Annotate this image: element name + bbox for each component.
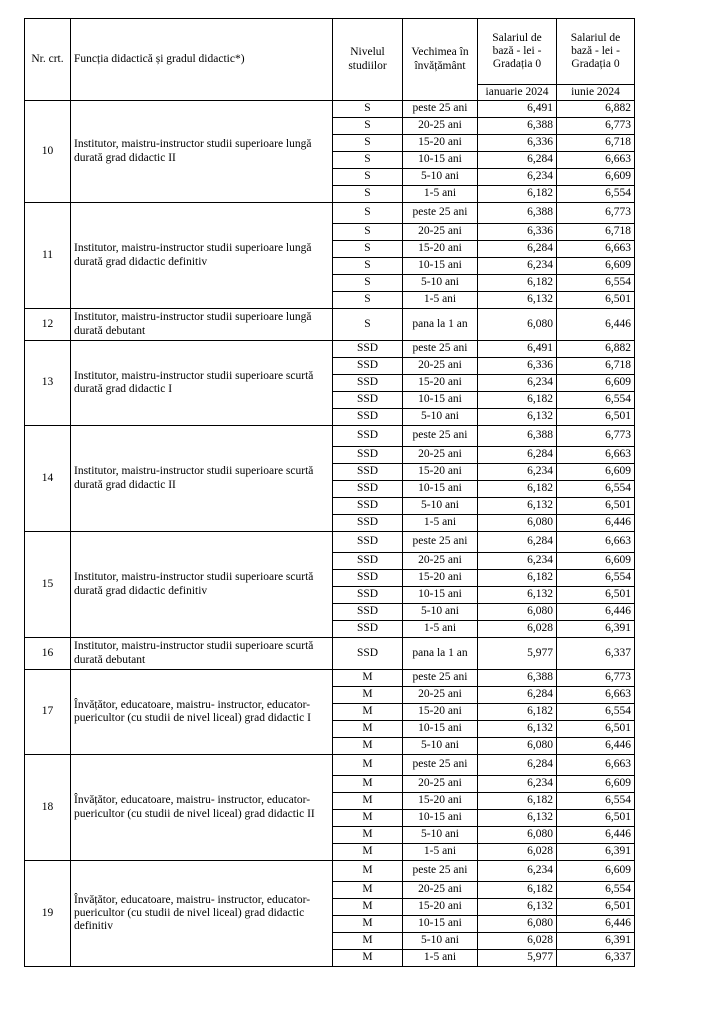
cell-nivel-studii: M [333, 827, 403, 844]
cell-nivel-studii: M [333, 721, 403, 738]
cell-vechime: 15-20 ani [403, 899, 478, 916]
cell-nivel-studii: SSD [333, 570, 403, 587]
row-functia: Institutor, maistru-instructor studii superioare lungă durată grad didactic II [71, 101, 333, 203]
cell-vechime: 1-5 ani [403, 844, 478, 861]
cell-salariu-iunie: 6,773 [557, 426, 635, 447]
cell-nivel-studii: SSD [333, 587, 403, 604]
cell-salariu-iunie: 6,773 [557, 670, 635, 687]
cell-vechime: 5-10 ani [403, 169, 478, 186]
cell-salariu-iunie: 6,663 [557, 152, 635, 169]
cell-vechime: peste 25 ani [403, 203, 478, 224]
cell-nivel-studii: SSD [333, 498, 403, 515]
cell-salariu-ianuarie: 6,132 [478, 721, 557, 738]
cell-salariu-iunie: 6,391 [557, 621, 635, 638]
header-vechimea: Vechimea în învățământ [403, 19, 478, 101]
cell-nivel-studii: S [333, 275, 403, 292]
row-functia: Institutor, maistru-instructor studii superioare scurtă durată debutant [71, 638, 333, 670]
row-functia: Institutor, maistru-instructor studii superioare lungă durată debutant [71, 309, 333, 341]
cell-salariu-ianuarie: 6,080 [478, 827, 557, 844]
cell-nivel-studii: M [333, 810, 403, 827]
row-functia: Învățător, educatoare, maistru- instructor, educator-puericultor (cu studii de nivel liceal) grad didactic I [71, 670, 333, 755]
cell-salariu-ianuarie: 6,284 [478, 447, 557, 464]
cell-nivel-studii: M [333, 899, 403, 916]
table-row [25, 341, 635, 358]
cell-salariu-iunie: 6,446 [557, 604, 635, 621]
cell-nivel-studii: M [333, 861, 403, 882]
cell-nivel-studii: S [333, 186, 403, 203]
cell-salariu-ianuarie: 6,182 [478, 704, 557, 721]
cell-nivel-studii: SSD [333, 426, 403, 447]
cell-salariu-ianuarie: 6,336 [478, 358, 557, 375]
cell-salariu-iunie: 6,663 [557, 241, 635, 258]
cell-vechime: 15-20 ani [403, 704, 478, 721]
cell-vechime: 10-15 ani [403, 916, 478, 933]
cell-salariu-ianuarie: 5,977 [478, 638, 557, 670]
cell-salariu-ianuarie: 6,132 [478, 292, 557, 309]
cell-salariu-ianuarie: 6,234 [478, 464, 557, 481]
cell-salariu-iunie: 6,554 [557, 481, 635, 498]
cell-salariu-iunie: 6,391 [557, 933, 635, 950]
cell-vechime: 20-25 ani [403, 553, 478, 570]
cell-vechime: 10-15 ani [403, 152, 478, 169]
cell-nivel-studii: S [333, 101, 403, 118]
cell-vechime: peste 25 ani [403, 861, 478, 882]
cell-salariu-iunie: 6,609 [557, 258, 635, 275]
cell-nivel-studii: M [333, 704, 403, 721]
cell-salariu-iunie: 6,501 [557, 810, 635, 827]
cell-salariu-ianuarie: 6,388 [478, 670, 557, 687]
cell-vechime: 10-15 ani [403, 721, 478, 738]
cell-salariu-iunie: 6,663 [557, 687, 635, 704]
row-functia: Institutor, maistru-instructor studii superioare lungă durată grad didactic definitiv [71, 203, 333, 309]
cell-vechime: 1-5 ani [403, 950, 478, 967]
cell-salariu-ianuarie: 5,977 [478, 950, 557, 967]
cell-salariu-ianuarie: 6,336 [478, 135, 557, 152]
cell-vechime: peste 25 ani [403, 670, 478, 687]
cell-vechime: 5-10 ani [403, 738, 478, 755]
cell-salariu-ianuarie: 6,028 [478, 933, 557, 950]
row-functia: Învățător, educatoare, maistru- instructor, educator-puericultor (cu studii de nivel liceal) grad didactic definitiv [71, 861, 333, 967]
cell-salariu-ianuarie: 6,182 [478, 481, 557, 498]
table-row [25, 309, 635, 341]
cell-vechime: peste 25 ani [403, 426, 478, 447]
cell-salariu-ianuarie: 6,080 [478, 309, 557, 341]
cell-salariu-ianuarie: 6,182 [478, 882, 557, 899]
table-row [25, 532, 635, 553]
row-nr-crt: 13 [25, 341, 71, 426]
cell-nivel-studii: SSD [333, 341, 403, 358]
cell-nivel-studii: S [333, 241, 403, 258]
cell-salariu-ianuarie: 6,284 [478, 532, 557, 553]
table-row [25, 638, 635, 670]
cell-vechime: 5-10 ani [403, 604, 478, 621]
cell-salariu-iunie: 6,446 [557, 309, 635, 341]
cell-nivel-studii: S [333, 118, 403, 135]
row-nr-crt: 18 [25, 755, 71, 861]
cell-nivel-studii: M [333, 738, 403, 755]
cell-vechime: 10-15 ani [403, 392, 478, 409]
cell-nivel-studii: M [333, 950, 403, 967]
cell-salariu-ianuarie: 6,234 [478, 258, 557, 275]
cell-vechime: 20-25 ani [403, 447, 478, 464]
row-functia: Institutor, maistru-instructor studii superioare scurtă durată grad didactic II [71, 426, 333, 532]
cell-nivel-studii: M [333, 755, 403, 776]
cell-nivel-studii: SSD [333, 638, 403, 670]
cell-vechime: 20-25 ani [403, 224, 478, 241]
cell-nivel-studii: M [333, 687, 403, 704]
cell-nivel-studii: S [333, 224, 403, 241]
cell-salariu-iunie: 6,554 [557, 570, 635, 587]
table-row [25, 755, 635, 776]
header-salariul-ianuarie: Salariul de bază - lei - Gradația 0 [478, 19, 557, 85]
table-row [25, 203, 635, 224]
cell-nivel-studii: M [333, 776, 403, 793]
cell-salariu-iunie: 6,501 [557, 587, 635, 604]
cell-nivel-studii: M [333, 844, 403, 861]
cell-vechime: 15-20 ani [403, 570, 478, 587]
cell-salariu-ianuarie: 6,284 [478, 687, 557, 704]
row-functia: Institutor, maistru-instructor studii superioare scurtă durată grad didactic I [71, 341, 333, 426]
cell-vechime: peste 25 ani [403, 341, 478, 358]
cell-salariu-iunie: 6,337 [557, 638, 635, 670]
header-nivelul: Nivelul studiilor [333, 19, 403, 101]
cell-salariu-iunie: 6,554 [557, 392, 635, 409]
cell-vechime: pana la 1 an [403, 309, 478, 341]
cell-nivel-studii: SSD [333, 604, 403, 621]
row-nr-crt: 16 [25, 638, 71, 670]
header-ianuarie-2024: ianuarie 2024 [478, 85, 557, 101]
cell-nivel-studii: S [333, 169, 403, 186]
cell-vechime: 20-25 ani [403, 882, 478, 899]
table-header [25, 19, 635, 101]
cell-vechime: 5-10 ani [403, 275, 478, 292]
cell-nivel-studii: M [333, 916, 403, 933]
cell-salariu-ianuarie: 6,234 [478, 169, 557, 186]
table-row [25, 861, 635, 882]
cell-vechime: 20-25 ani [403, 118, 478, 135]
table-body [25, 101, 635, 967]
header-nr-crt: Nr. crt. [25, 19, 71, 101]
header-iunie-2024: iunie 2024 [557, 85, 635, 101]
cell-salariu-ianuarie: 6,132 [478, 810, 557, 827]
row-nr-crt: 10 [25, 101, 71, 203]
cell-nivel-studii: SSD [333, 358, 403, 375]
cell-vechime: peste 25 ani [403, 532, 478, 553]
cell-vechime: 10-15 ani [403, 481, 478, 498]
cell-nivel-studii: S [333, 258, 403, 275]
cell-salariu-iunie: 6,391 [557, 844, 635, 861]
cell-salariu-iunie: 6,501 [557, 721, 635, 738]
cell-vechime: 10-15 ani [403, 810, 478, 827]
cell-nivel-studii: SSD [333, 464, 403, 481]
cell-nivel-studii: SSD [333, 481, 403, 498]
cell-vechime: 1-5 ani [403, 621, 478, 638]
cell-salariu-ianuarie: 6,132 [478, 899, 557, 916]
cell-salariu-ianuarie: 6,080 [478, 738, 557, 755]
cell-nivel-studii: M [333, 670, 403, 687]
cell-salariu-ianuarie: 6,132 [478, 498, 557, 515]
cell-salariu-iunie: 6,663 [557, 532, 635, 553]
cell-nivel-studii: SSD [333, 532, 403, 553]
cell-salariu-iunie: 6,337 [557, 950, 635, 967]
cell-vechime: 15-20 ani [403, 375, 478, 392]
cell-salariu-iunie: 6,446 [557, 827, 635, 844]
cell-salariu-ianuarie: 6,132 [478, 587, 557, 604]
cell-salariu-ianuarie: 6,182 [478, 793, 557, 810]
cell-salariu-ianuarie: 6,182 [478, 275, 557, 292]
cell-salariu-iunie: 6,609 [557, 861, 635, 882]
cell-salariu-iunie: 6,882 [557, 101, 635, 118]
cell-vechime: 10-15 ani [403, 258, 478, 275]
cell-vechime: 15-20 ani [403, 464, 478, 481]
cell-salariu-iunie: 6,501 [557, 409, 635, 426]
cell-salariu-iunie: 6,882 [557, 341, 635, 358]
cell-vechime: 15-20 ani [403, 135, 478, 152]
cell-nivel-studii: SSD [333, 409, 403, 426]
row-nr-crt: 15 [25, 532, 71, 638]
cell-salariu-ianuarie: 6,182 [478, 392, 557, 409]
header-salariul-iunie: Salariul de bază - lei - Gradația 0 [557, 19, 635, 85]
cell-salariu-ianuarie: 6,080 [478, 916, 557, 933]
cell-salariu-iunie: 6,718 [557, 358, 635, 375]
cell-nivel-studii: SSD [333, 515, 403, 532]
cell-salariu-ianuarie: 6,388 [478, 118, 557, 135]
row-nr-crt: 12 [25, 309, 71, 341]
cell-salariu-iunie: 6,609 [557, 464, 635, 481]
row-nr-crt: 14 [25, 426, 71, 532]
cell-vechime: 5-10 ani [403, 827, 478, 844]
cell-salariu-iunie: 6,663 [557, 755, 635, 776]
cell-vechime: 20-25 ani [403, 358, 478, 375]
cell-nivel-studii: SSD [333, 375, 403, 392]
cell-salariu-iunie: 6,554 [557, 704, 635, 721]
cell-vechime: 15-20 ani [403, 793, 478, 810]
cell-vechime: 20-25 ani [403, 687, 478, 704]
table-row [25, 426, 635, 447]
cell-vechime: 20-25 ani [403, 776, 478, 793]
cell-vechime: 5-10 ani [403, 409, 478, 426]
cell-salariu-ianuarie: 6,388 [478, 203, 557, 224]
cell-salariu-ianuarie: 6,028 [478, 621, 557, 638]
cell-salariu-ianuarie: 6,234 [478, 375, 557, 392]
cell-vechime: 5-10 ani [403, 498, 478, 515]
cell-nivel-studii: S [333, 309, 403, 341]
cell-nivel-studii: M [333, 793, 403, 810]
cell-salariu-ianuarie: 6,284 [478, 755, 557, 776]
cell-salariu-iunie: 6,609 [557, 553, 635, 570]
cell-nivel-studii: M [333, 933, 403, 950]
salary-table [24, 18, 635, 967]
cell-salariu-iunie: 6,609 [557, 375, 635, 392]
cell-salariu-ianuarie: 6,284 [478, 241, 557, 258]
row-nr-crt: 17 [25, 670, 71, 755]
cell-salariu-iunie: 6,773 [557, 203, 635, 224]
cell-salariu-iunie: 6,554 [557, 275, 635, 292]
cell-vechime: peste 25 ani [403, 755, 478, 776]
cell-nivel-studii: SSD [333, 447, 403, 464]
cell-salariu-iunie: 6,554 [557, 793, 635, 810]
cell-vechime: 15-20 ani [403, 241, 478, 258]
cell-salariu-iunie: 6,554 [557, 186, 635, 203]
cell-salariu-iunie: 6,554 [557, 882, 635, 899]
row-nr-crt: 11 [25, 203, 71, 309]
cell-salariu-iunie: 6,773 [557, 118, 635, 135]
cell-vechime: 1-5 ani [403, 515, 478, 532]
cell-salariu-ianuarie: 6,336 [478, 224, 557, 241]
table-row [25, 101, 635, 118]
row-functia: Institutor, maistru-instructor studii superioare scurtă durată grad didactic definitiv [71, 532, 333, 638]
cell-vechime: 10-15 ani [403, 587, 478, 604]
cell-salariu-iunie: 6,718 [557, 135, 635, 152]
cell-salariu-ianuarie: 6,234 [478, 861, 557, 882]
cell-nivel-studii: S [333, 152, 403, 169]
cell-salariu-iunie: 6,501 [557, 498, 635, 515]
cell-vechime: pana la 1 an [403, 638, 478, 670]
cell-salariu-iunie: 6,609 [557, 776, 635, 793]
cell-salariu-iunie: 6,718 [557, 224, 635, 241]
cell-nivel-studii: S [333, 203, 403, 224]
cell-salariu-iunie: 6,446 [557, 515, 635, 532]
table-row [25, 670, 635, 687]
cell-salariu-ianuarie: 6,234 [478, 776, 557, 793]
cell-salariu-iunie: 6,609 [557, 169, 635, 186]
cell-vechime: 1-5 ani [403, 186, 478, 203]
cell-vechime: 5-10 ani [403, 933, 478, 950]
cell-salariu-iunie: 6,501 [557, 899, 635, 916]
header-functia: Funcția didactică și gradul didactic*) [71, 19, 333, 101]
cell-salariu-iunie: 6,446 [557, 738, 635, 755]
cell-salariu-ianuarie: 6,234 [478, 553, 557, 570]
row-nr-crt: 19 [25, 861, 71, 967]
cell-salariu-iunie: 6,663 [557, 447, 635, 464]
cell-vechime: peste 25 ani [403, 101, 478, 118]
cell-salariu-ianuarie: 6,182 [478, 570, 557, 587]
cell-nivel-studii: SSD [333, 553, 403, 570]
cell-salariu-ianuarie: 6,491 [478, 341, 557, 358]
cell-nivel-studii: SSD [333, 392, 403, 409]
cell-salariu-ianuarie: 6,491 [478, 101, 557, 118]
cell-nivel-studii: S [333, 135, 403, 152]
cell-nivel-studii: SSD [333, 621, 403, 638]
cell-salariu-ianuarie: 6,080 [478, 515, 557, 532]
row-functia: Învățător, educatoare, maistru- instructor, educator-puericultor (cu studii de nivel liceal) grad didactic II [71, 755, 333, 861]
cell-salariu-ianuarie: 6,080 [478, 604, 557, 621]
cell-salariu-ianuarie: 6,028 [478, 844, 557, 861]
cell-vechime: 1-5 ani [403, 292, 478, 309]
cell-nivel-studii: M [333, 882, 403, 899]
cell-salariu-ianuarie: 6,182 [478, 186, 557, 203]
cell-salariu-ianuarie: 6,388 [478, 426, 557, 447]
cell-salariu-iunie: 6,501 [557, 292, 635, 309]
cell-salariu-iunie: 6,446 [557, 916, 635, 933]
cell-salariu-ianuarie: 6,132 [478, 409, 557, 426]
cell-salariu-ianuarie: 6,284 [478, 152, 557, 169]
cell-nivel-studii: S [333, 292, 403, 309]
